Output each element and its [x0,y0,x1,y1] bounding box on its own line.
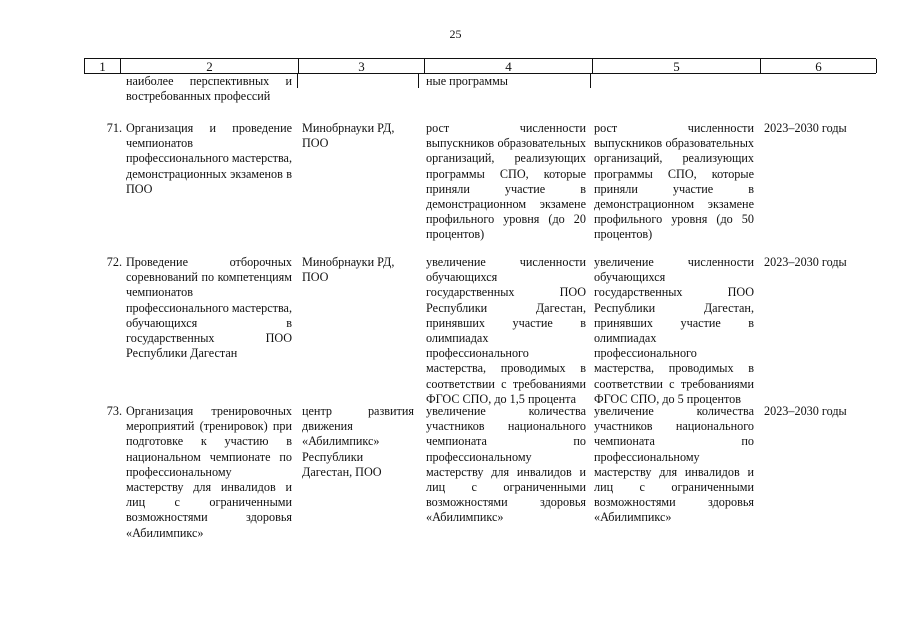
continuation-col4: ные программы [426,74,508,88]
header-cell-4: 4 [425,59,593,73]
table-header-row [84,58,876,74]
column-divider [297,74,298,88]
row-activity: Проведение отборочных соревнований по компетенциям чемпионатов профессионального мастерства, обучающихся в государственных ПОО Республики Дагестан [126,255,292,361]
column-divider [590,74,591,88]
row-indicator: рост численности выпускников образовательных организаций, реализующих программы СПО, которые приняли участие в демонстрационном экзамене профильного уровня (до 50 процентов) [594,121,754,242]
header-cell-2: 2 [121,59,299,73]
page-number: 25 [449,27,462,41]
continuation-col2: наиболее перспективных и востребованных профессий [126,74,292,104]
row-activity: Организация и проведение чемпионатов профессионального мастерства, демонстрационных экзаменов в ПОО [126,121,292,196]
header-cell-1: 1 [85,59,121,73]
row-period: 2023–2030 годы [764,255,847,269]
row-number: 72. [106,255,122,269]
row-result: увеличение численности обучающихся государственных ПОО Республики Дагестан, принявших участие в олимпиадах профессионального мастерства, проводимых в соответствии с требованиями ФГОС СПО, до 1,5 процента [426,255,586,406]
header-cell-6: 6 [761,59,877,73]
row-indicator: увеличение количества участников национального чемпионата по профессиональному мастерству для инвалидов и лиц с ограниченными возможностями здоровья «Абилимпикс» [594,404,754,525]
row-activity: Организация тренировочных мероприятий (тренировок) при подготовке к участию в национальном чемпионате по профессиональному мастерству для инвалидов и лиц с ограниченными возможностями здоровья «Абилимпикс» [126,404,292,540]
header-cell-3: 3 [299,59,425,73]
row-result: увеличение количества участников национального чемпионата по профессиональному мастерству для инвалидов и лиц с ограниченными возможностями здоровья «Абилимпикс» [426,404,586,525]
row-period: 2023–2030 годы [764,121,847,135]
column-divider [418,74,419,88]
row-executor: Минобрнауки РД, ПОО [302,255,395,285]
row-number: 73. [106,404,122,418]
row-executor: центр развития движения «Абилимпикс» Республики Дагестан, ПОО [302,404,414,479]
row-indicator: увеличение численности обучающихся государственных ПОО Республики Дагестан, принявших участие в олимпиадах профессионального мастерства, проводимых в соответствии с требованиями ФГОС СПО, до 5 процентов [594,255,754,406]
row-executor: Минобрнауки РД, ПОО [302,121,395,151]
row-period: 2023–2030 годы [764,404,847,418]
row-number: 71. [106,121,122,135]
header-cell-5: 5 [593,59,761,73]
row-result: рост численности выпускников образовательных организаций, реализующих программы СПО, которые приняли участие в демонстрационном экзамене профильного уровня (до 20 процентов) [426,121,586,242]
